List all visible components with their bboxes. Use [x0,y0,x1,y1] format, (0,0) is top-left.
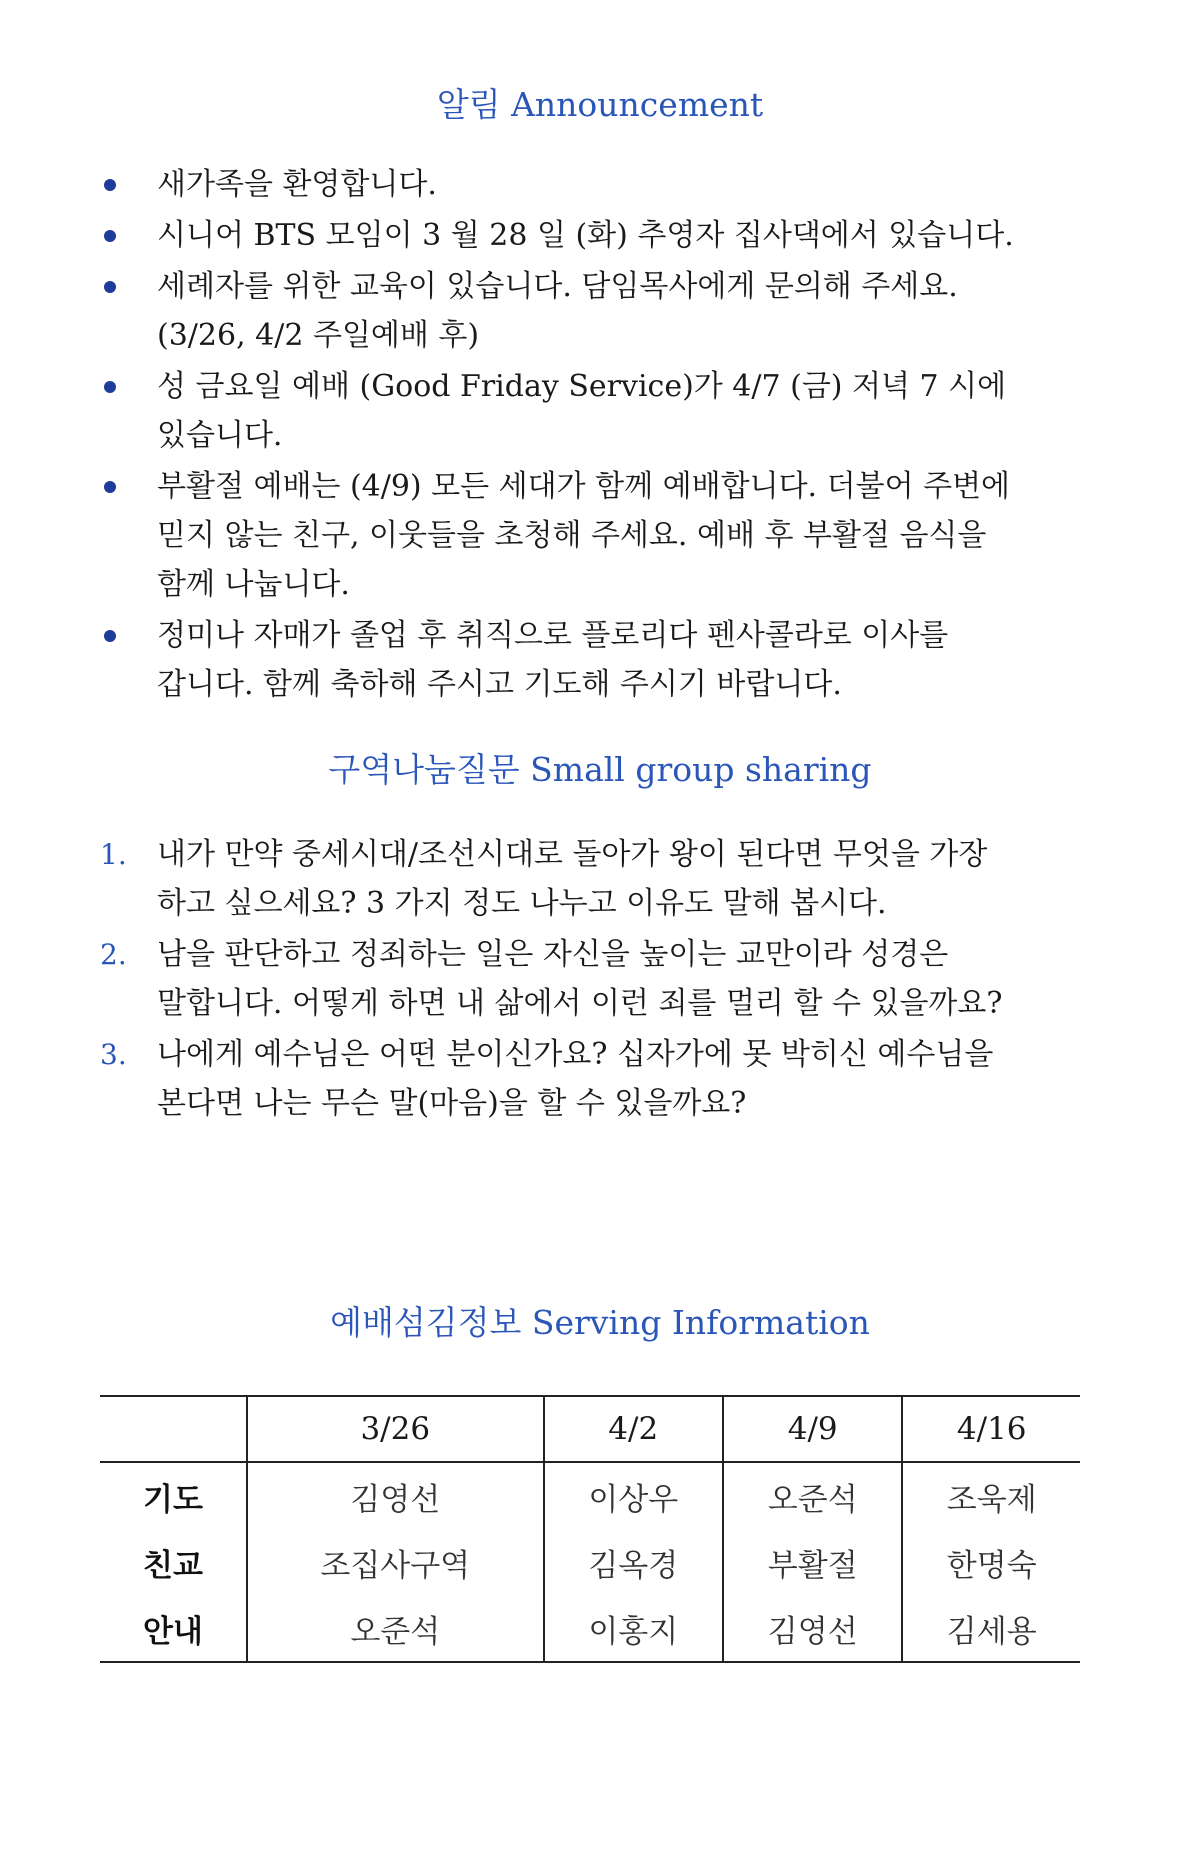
announcement-text: 새가족을 환영합니다. [157,167,437,202]
list-item [0,362,1200,460]
list-item [0,930,1200,1028]
row-label: 안내 [143,1613,203,1650]
bullet-icon [104,481,116,493]
table-cell: 조집사구역 [247,1529,544,1595]
announcement-heading: 알림 Announcement [436,85,764,124]
table-header-row [100,1396,1080,1462]
table-cell: 오준석 [247,1595,544,1662]
list-item [0,262,1200,360]
table-cell: 부활절 [723,1529,902,1595]
table-cell: 한명숙 [902,1529,1080,1595]
announcement-text: 부활절 예배는 (4/9) 모든 세대가 함께 예배합니다. 더불어 주변에 믿지 않는 친구, 이웃들을 초청해 주세요. 예배 후 부활절 음식을 함께 나눕니다. [157,469,1011,602]
table-row [100,1462,1080,1529]
bullet-icon [104,230,116,242]
date-header: 4/2 [544,1396,723,1462]
table-cell: 김영선 [723,1595,902,1662]
bullet-icon [104,630,116,642]
question-number: 2. [100,938,127,971]
announcement-text: 정미나 자매가 졸업 후 취직으로 플로리다 펜사콜라로 이사를 갑니다. 함께 축하해 주시고 기도해 주시기 바랍니다. [157,618,949,702]
bullet-icon [104,381,116,393]
announcement-text: 성 금요일 예배 (Good Friday Service)가 4/7 (금) 저녁 7 시에 있습니다. [157,369,1007,453]
question-text: 남을 판단하고 정죄하는 일은 자신을 높이는 교만이라 성경은 말합니다. 어떻게 하면 내 삶에서 이런 죄를 멀리 할 수 있을까요? [157,937,1003,1021]
table-cell: 김영선 [247,1462,544,1529]
small-group-heading: 구역나눔질문 Small group sharing [328,750,872,789]
table-cell: 이홍지 [544,1595,723,1662]
list-item [0,1030,1200,1128]
table-cell: 이상우 [544,1462,723,1529]
announcement-text: 세례자를 위한 교육이 있습니다. 담임목사에게 문의해 주세요. (3/26, 4/2 주일예배 후) [157,269,958,353]
table-row [100,1595,1080,1662]
question-text: 나에게 예수님은 어떤 분이신가요? 십자가에 못 박히신 예수님을 본다면 나는 무슨 말(마음)을 할 수 있을까요? [157,1037,994,1121]
list-item [0,611,1200,709]
table-cell: 김세용 [902,1595,1080,1662]
date-header: 4/9 [723,1396,902,1462]
table-corner [100,1396,247,1462]
serving-heading: 예배섬김정보 Serving Information [330,1303,870,1342]
question-list [0,830,1200,1130]
list-item [0,211,1200,260]
list-item [0,462,1200,609]
list-item [0,160,1200,209]
table-cell: 조욱제 [902,1462,1080,1529]
question-text: 내가 만약 중세시대/조선시대로 돌아가 왕이 된다면 무엇을 가장 하고 싶으세요? 3 가지 정도 나누고 이유도 말해 봅시다. [157,837,988,921]
announcement-text: 시니어 BTS 모임이 3 월 28 일 (화) 추영자 집사댁에서 있습니다. [157,218,1014,253]
question-number: 3. [100,1038,127,1071]
table-cell: 김옥경 [544,1529,723,1595]
bullet-icon [104,179,116,191]
bullet-icon [104,281,116,293]
list-item [0,830,1200,928]
row-label: 기도 [143,1481,203,1518]
row-label: 친교 [143,1547,203,1584]
table-row [100,1529,1080,1595]
table-cell: 오준석 [723,1462,902,1529]
question-number: 1. [100,838,127,871]
serving-table [100,1395,1080,1663]
date-header: 4/16 [902,1396,1080,1462]
announcement-list [0,160,1200,711]
date-header: 3/26 [247,1396,544,1462]
